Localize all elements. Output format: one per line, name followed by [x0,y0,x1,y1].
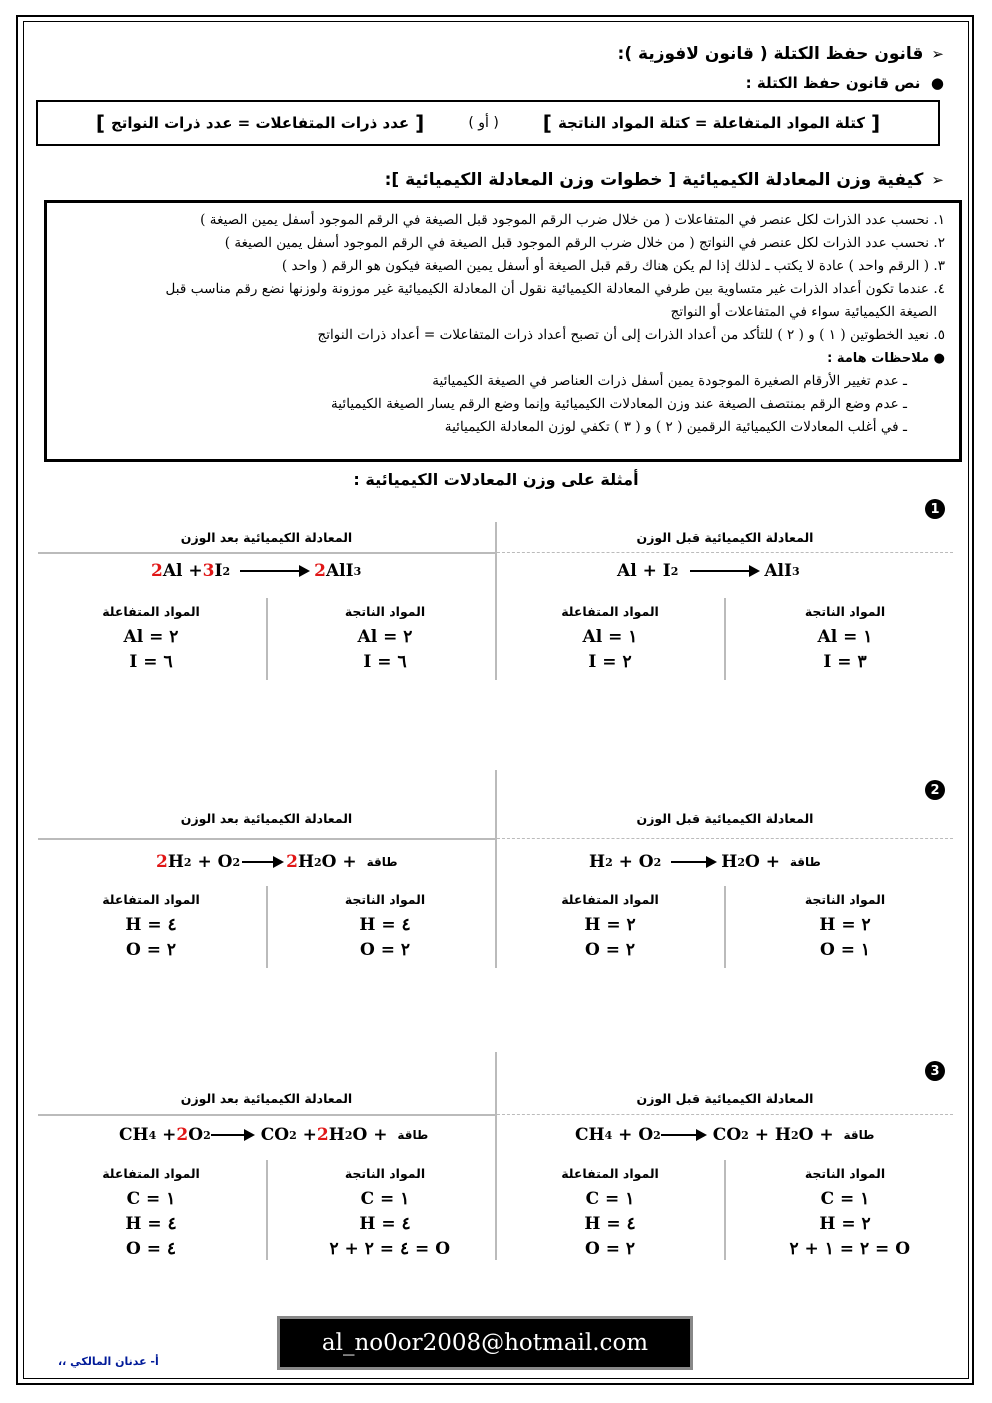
products-label: المواد الناتجة [804,604,886,619]
atom-count: ٢ = I [588,652,632,672]
atom-count: ٤ = H [125,1214,177,1234]
formula: + O [612,1125,654,1145]
equation-before [589,852,821,872]
subscript: 3 [791,564,800,578]
column-divider [495,770,497,968]
products-label: المواد الناتجة [804,892,886,907]
equation-before [575,1125,874,1145]
formula: + O [191,852,233,872]
atom-count: ١ = C [820,1189,870,1209]
reaction-arrow-icon [211,1128,255,1142]
atom-count: ١ = O [819,940,871,960]
formula: CO [712,1125,742,1145]
reaction-arrow-icon [240,564,310,578]
atom-count: ١ = C [126,1189,176,1209]
reactants-label: المواد المتفاعلة [561,892,659,907]
subscript: 2 [737,855,745,869]
author-name: أ- عدنان المالكي ،، [58,1355,159,1368]
after-heading: المعادلة الكيميائية بعد الوزن [180,811,353,826]
formula: H [167,852,184,872]
reactants-label: المواد المتفاعلة [561,1166,659,1181]
note-item: ـ عدم تغيير الأرقام الصغيرة الموجودة يمين أسفل ذرات العناصر في الصيغة الكيميائية [432,373,907,389]
law-or-text: ( أو ) [468,115,499,131]
formula: CH [119,1125,149,1145]
formula: + H [748,1125,791,1145]
coefficient: 2 [176,1125,189,1145]
subscript: 2 [790,1128,799,1142]
formula: O + [352,1125,394,1145]
law-box [36,100,940,146]
subscript: 2 [289,1128,297,1142]
bracket: [ [871,111,881,135]
atom-count: ٢ = O [584,1239,636,1259]
atom-count: ٢ = O [584,940,636,960]
atom-count: ١ = Al [582,627,638,647]
energy-label: طاقة [397,1128,429,1142]
steps-box [44,200,962,462]
bracket: ] [542,111,552,135]
sub-divider [266,1160,268,1260]
reaction-arrow-icon [242,855,284,869]
atom-count: ٢ = Al [357,627,413,647]
subscript: 2 [222,564,231,578]
atom-count: ١ = Al [817,627,873,647]
example-number-badge: 1 [925,499,945,519]
formula: I [214,561,223,581]
subscript: 2 [653,855,662,869]
products-label: المواد الناتجة [344,892,426,907]
column-divider [495,1052,497,1260]
formula: H [297,852,315,872]
formula: + [296,1125,317,1145]
products-label: المواد الناتجة [804,1166,886,1181]
step-item-continued: الصيغة الكيميائية سواء في المتفاعلات أو النواتج [670,304,937,320]
subscript: 2 [344,1128,353,1142]
atom-count: ٣ = I [823,652,867,672]
arrow-bullet-icon: ➢ [931,45,944,63]
subscript: 4 [604,1128,613,1142]
formula: Al + I [617,561,671,581]
atom-count: ٤ = H [359,915,411,935]
steps-heading: ➢كيفية وزن المعادلة الكيميائية [ خطوات وزن المعادلة الكيميائية ]: [384,170,944,190]
energy-label: طاقة [789,855,821,869]
formula: O + [798,1125,840,1145]
reactants-label: المواد المتفاعلة [561,604,659,619]
reaction-arrow-icon [661,1128,707,1142]
formula: AlI [325,561,354,581]
email-banner[interactable]: al_no0or2008@hotmail.com [277,1316,693,1370]
atom-count: ٢ = H [819,1214,871,1234]
before-heading: المعادلة الكيميائية قبل الوزن [636,811,814,826]
atom-count: ٤ = H [584,1214,636,1234]
subscript: 2 [741,1128,749,1142]
atom-count: ٢ = O [359,940,411,960]
example-number-badge: 3 [925,1061,945,1081]
notes-heading: ● ملاحظات هامة : [827,351,945,366]
coefficient: 2 [286,852,298,872]
header-divider [38,552,495,554]
coefficient: 2 [156,852,168,872]
sub-divider [724,1160,726,1260]
products-label: المواد الناتجة [344,1166,426,1181]
header-divider [497,838,953,839]
formula: CH [575,1125,605,1145]
law-mass-text: كتلة المواد المتفاعلة = كتلة المواد الناتجة [557,114,866,132]
bullet-icon: ● [930,74,944,92]
subscript: 2 [605,855,613,869]
arrow-bullet-icon: ➢ [931,171,944,189]
coefficient: 2 [151,561,163,581]
atom-count: ٦ = I [363,652,407,672]
example-number-badge: 2 [925,780,945,800]
atom-count: ٤ = ٢ + ٢ = O [329,1239,450,1259]
formula: + [156,1125,177,1145]
energy-label: طاقة [366,855,398,869]
formula: AlI [764,561,792,581]
step-item: ٥. نعيد الخطوتين ( ١ ) و ( ٢ ) للتأكد من أعداد الذرات إلى أن تصبح أعداد ذرات المتفاعلات = أعداد ذرات النواتج [317,327,945,343]
sub-divider [724,598,726,680]
subscript: 3 [353,564,362,578]
subscript: 2 [203,1128,211,1142]
products-label: المواد الناتجة [344,604,426,619]
atom-count: ١ = C [360,1189,410,1209]
formula: CO [260,1125,290,1145]
step-item: ٢. نحسب عدد الذرات لكل عنصر في النواتج ( من خلال ضرب الرقم الموجود قبل الصيغة في الرقم الموجود أسفل يمين الصيغة ) [224,235,945,251]
atom-count: ١ = C [585,1189,635,1209]
subscript: 2 [183,855,192,869]
step-item: ١. نحسب عدد الذرات لكل عنصر في المتفاعلات ( من خلال ضرب الرقم الموجود قبل الصيغة في الرقم الموجود أسفل يمين الصيغة ) [200,212,945,228]
atom-count: ٢ = H [584,915,636,935]
law-atoms-text: عدد ذرات المتفاعلات = عدد ذرات النواتج [110,114,410,132]
reactants-label: المواد المتفاعلة [102,1166,200,1181]
equation-before [617,561,800,581]
after-heading: المعادلة الكيميائية بعد الوزن [180,530,353,545]
atom-count: ٤ = O [125,1239,177,1259]
reactants-label: المواد المتفاعلة [102,892,200,907]
formula: + O [612,852,654,872]
reactants-label: المواد المتفاعلة [102,604,200,619]
column-divider [495,522,497,680]
bracket: ] [95,111,105,135]
subscript: 2 [314,855,322,869]
bullet-icon: ● [933,351,945,366]
bracket: [ [415,111,425,135]
energy-label: طاقة [843,1128,875,1142]
reaction-arrow-icon [690,564,760,578]
law-heading: ➢قانون حفظ الكتلة ( قانون لافوزية ): [617,44,944,64]
subscript: 2 [670,564,679,578]
formula: H [328,1125,345,1145]
atom-count: ٢ = Al [123,627,179,647]
header-divider [497,552,953,553]
before-heading: المعادلة الكيميائية قبل الوزن [636,1091,814,1106]
atom-count: ٦ = I [129,652,173,672]
atom-count: ٢ = H [819,915,871,935]
subscript: 4 [148,1128,157,1142]
reaction-arrow-icon [671,855,717,869]
header-divider [38,1114,495,1116]
coefficient: 2 [314,561,326,581]
note-item: ـ عدم وضع الرقم بمنتصف الصيغة عند وزن المعادلات الكيميائية وإنما وضع الرقم يسار الصيغة الكيميائية [331,396,907,412]
equation-after [151,561,361,581]
coefficient: 2 [316,1125,329,1145]
equation-after [119,1125,428,1145]
law-statement-label: ● نص قانون حفظ الكتلة : [745,74,944,92]
equation-after [156,852,398,872]
header-divider [38,838,495,840]
examples-title: أمثلة على وزن المعادلات الكيميائية : [353,470,639,489]
header-divider [497,1114,953,1115]
note-item: ـ في أغلب المعادلات الكيميائية الرقمين ( ٢ ) و ( ٣ ) تكفي لوزن المعادلة الكيميائية [444,419,907,435]
atom-count: ٢ = O [125,940,177,960]
atom-count: ٢ = ١ + ٢ = O [789,1239,910,1259]
formula: H [721,852,738,872]
formula: O [188,1125,204,1145]
subscript: 2 [232,855,241,869]
atom-count: ٤ = H [125,915,177,935]
formula: Al + [162,561,203,581]
formula: O + [744,852,786,872]
before-heading: المعادلة الكيميائية قبل الوزن [636,530,814,545]
atom-count: ٤ = H [359,1214,411,1234]
formula: H [589,852,606,872]
subscript: 2 [653,1128,661,1142]
sub-divider [266,598,268,680]
step-item: ٣. ( الرقم واحد ) عادة لا يكتب ـ لذلك إذا لم يكن هناك رقم قبل الصيغة أو أسفل يمين الصيغة فيكون هو الرقم ( واحد ) [281,258,945,274]
sub-divider [266,886,268,968]
sub-divider [724,886,726,968]
step-item: ٤. عندما تكون أعداد الذرات غير متساوية بين طرفي المعادلة الكيميائية نقول أن المعادلة الكيميائية غير موزونة ولوزنها نضع رقم مناسب قبل [165,281,945,297]
coefficient: 3 [202,561,215,581]
formula: O + [321,852,363,872]
after-heading: المعادلة الكيميائية بعد الوزن [180,1091,353,1106]
